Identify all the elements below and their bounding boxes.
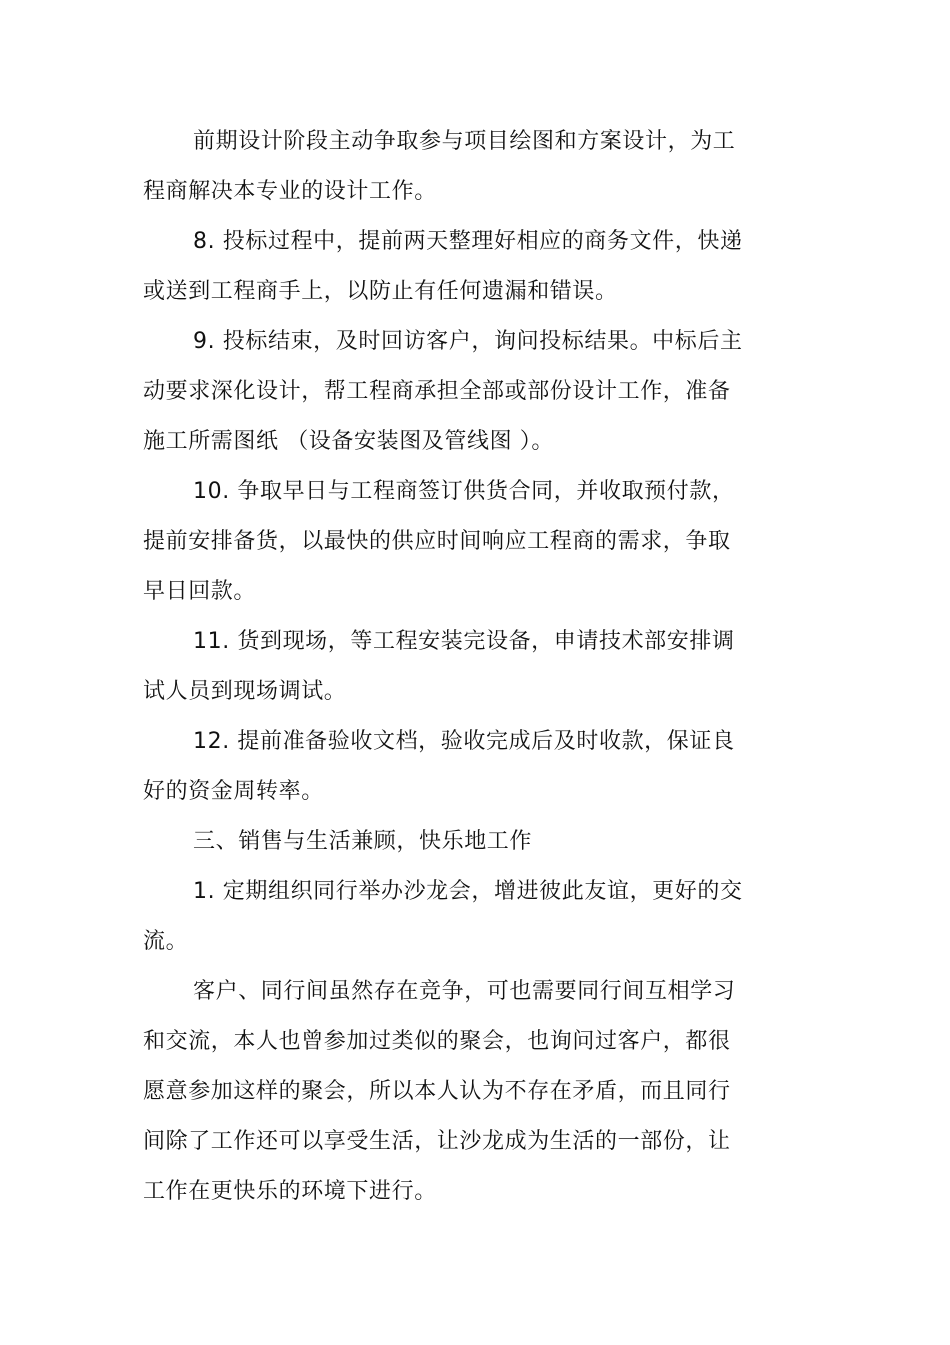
- paragraph-design-phase: 前期设计阶段主动争取参与项目绘图和方案设计，为工程商解决本专业的设计工作。: [143, 129, 736, 204]
- document-body: [143, 117, 753, 1217]
- section-heading-3: 三、销售与生活兼顾，快乐地工作: [193, 829, 533, 854]
- paragraph-item-8: 8. 投标过程中，提前两天整理好相应的商务文件，快递或送到工程商手上，以防止有任何遗漏和错误。: [143, 229, 743, 304]
- paragraph-item-1: 1. 定期组织同行举办沙龙会，增进彼此友谊，更好的交流。: [143, 879, 743, 954]
- paragraph-competition: 客户、同行间虽然存在竞争，可也需要同行间互相学习和交流，本人也曾参加过类似的聚会，也询问过客户，都很愿意参加这样的聚会，所以本人认为不存在矛盾，而且同行间除了工作还可以享受生活，让沙龙成为生活的一部份，让工作在更快乐的环境下进行。: [143, 979, 736, 1204]
- paragraph-item-11: 11. 货到现场，等工程安装完设备，申请技术部安排调试人员到现场调试。: [143, 629, 735, 704]
- paragraph-item-9: 9. 投标结束，及时回访客户，询问投标结果。中标后主动要求深化设计，帮工程商承担全部或部份设计工作，准备施工所需图纸 （设备安装图及管线图 ）。: [143, 329, 743, 454]
- paragraph-item-12: 12. 提前准备验收文档，验收完成后及时收款，保证良好的资金周转率。: [143, 729, 735, 804]
- paragraph-item-10: 10. 争取早日与工程商签订供货合同，并收取预付款，提前安排备货，以最快的供应时间响应工程商的需求，争取早日回款。: [143, 479, 735, 604]
